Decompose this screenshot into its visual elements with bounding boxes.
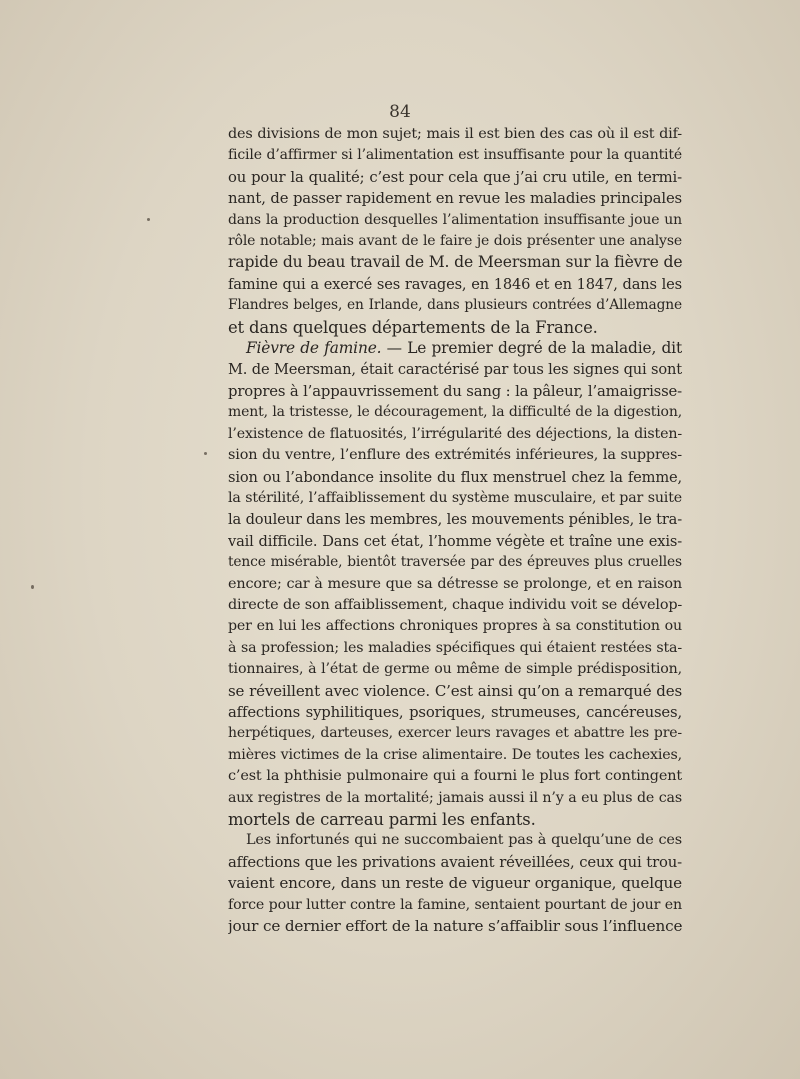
text-line [228,445,682,466]
text-line-content: nant, de passer rapidement en revue les maladies principales [228,190,682,208]
text-line-content: affections syphilitiques, psoriques, strumeuses, cancéreuses, [228,703,682,721]
body-text [228,124,682,937]
text-line [228,488,682,509]
text-line-content: ficile d’affirmer si l’alimentation est insuffisante pour la quantité [228,147,682,164]
text-line-content: mortels de carreau parmi les enfants. [228,810,536,829]
text-line-content: jour ce dernier effort de la nature s’affaiblir sous l’influence [228,917,682,936]
text-line-content: sion du ventre, l’enflure des extrémités inférieures, la suppres- [228,447,682,464]
text-line [228,723,682,744]
text-line [228,317,682,338]
text-line-content: rôle notable; mais avant de le faire je dois présenter une analyse [228,233,682,250]
text-line [228,702,682,723]
text-line-content: c’est la phthisie pulmonaire qui a fourni le plus fort contingent [228,768,682,785]
ink-speck [147,218,150,221]
text-line-content: M. de Meersman, était caractérisé par tous les signes qui sont [228,361,682,379]
ink-speck [204,452,207,455]
text-line [228,766,682,787]
text-line-content: vail difficile. Dans cet état, l’homme végète et traîne une exis- [228,532,682,550]
text-line [228,359,682,380]
text-line [228,916,682,937]
text-line-content: l’existence de flatuosités, l’irrégularité des déjections, la disten- [228,425,682,442]
text-line-content: ou pour la qualité; c’est pour cela que j’ai cru utile, en termi- [228,168,682,186]
text-line [228,145,682,166]
text-line-content: tionnaires, à l’état de germe ou même de simple prédisposition, [228,661,682,678]
text-line-content: affections que les privations avaient réveillées, ceux qui trou- [228,853,682,871]
text-line [228,467,682,488]
text-line [228,574,682,595]
text-line [228,616,682,637]
text-line [228,531,682,552]
text-line-content: et dans quelques départements de la France. [228,317,598,337]
section-heading: Fièvre de famine. [246,339,382,358]
text-line-content: vaient encore, dans un reste de vigueur organique, quelque [228,874,682,893]
text-line [228,381,682,402]
text-line-content: force pour lutter contre la famine, sentaient pourtant de jour en [228,896,682,913]
text-line-content: herpétiques, darteuses, exercer leurs ravages et abattre les pre- [228,725,682,742]
text-line-content: directe de son affaiblissement, chaque individu voit se dévelop- [228,596,682,613]
text-line [228,552,682,573]
text-line [228,873,682,894]
text-line [228,424,682,445]
text-line [228,402,682,423]
text-line [228,895,682,916]
text-line [228,788,682,809]
text-line [228,659,682,680]
text-line-content: encore; car à mesure que sa détresse se prolonge, et en raison [228,575,682,592]
text-line-content: rapide du beau travail de M. de Meersman sur la fièvre de [228,253,682,272]
page-number: 84 [389,102,411,122]
text-line [228,231,682,252]
text-line [228,852,682,873]
text-line [228,252,682,273]
text-line [228,295,682,316]
text-line [228,809,682,830]
text-line-content: per en lui les affections chroniques propres à sa constitution ou [228,618,682,635]
text-line-content: ment, la tristesse, le découragement, la difficulté de la digestion, [228,404,682,421]
text-line-content: la douleur dans les membres, les mouvements pénibles, le tra- [228,511,682,529]
text-line [228,274,682,295]
text-line-content: — Le premier degré de la maladie, dit [381,339,682,358]
text-line [228,681,682,702]
text-line-content: Les infortunés qui ne succombaient pas à quelqu’une de ces [246,832,682,849]
text-line [228,210,682,231]
text-line [228,338,682,359]
text-line [228,188,682,209]
text-line-content: à sa profession; les maladies spécifiques qui étaient restées sta- [228,639,682,656]
text-line-content: propres à l’appauvrissement du sang : la pâleur, l’amaigrisse- [228,382,682,400]
text-line-content: famine qui a exercé ses ravages, en 1846 et en 1847, dans les [228,275,682,293]
text-line-content: mières victimes de la crise alimentaire. De toutes les cachexies, [228,746,682,763]
text-line [228,509,682,530]
ink-speck [31,585,34,589]
text-line [228,830,682,851]
text-line [228,124,682,145]
text-line-content: aux registres de la mortalité; jamais aussi il n’y a eu plus de cas [228,789,682,806]
text-line-content: des divisions de mon sujet; mais il est bien des cas où il est dif- [228,126,682,142]
text-line-content: la stérilité, l’affaiblissement du système musculaire, et par suite [228,489,682,506]
text-line-content: dans la production desquelles l’alimentation insuffisante joue un [228,211,682,228]
text-line [228,638,682,659]
text-line-content: sion ou l’abondance insolite du flux menstruel chez la femme, [228,468,682,486]
text-line [228,167,682,188]
text-line [228,745,682,766]
text-line-content: tence misérable, bientôt traversée par des épreuves plus cruelles [228,554,682,571]
text-line-content: se réveillent avec violence. C’est ainsi qu’on a remarqué des [228,681,682,700]
text-line [228,595,682,616]
text-line-content: Flandres belges, en Irlande, dans plusieurs contrées d’Allemagne [228,297,682,314]
